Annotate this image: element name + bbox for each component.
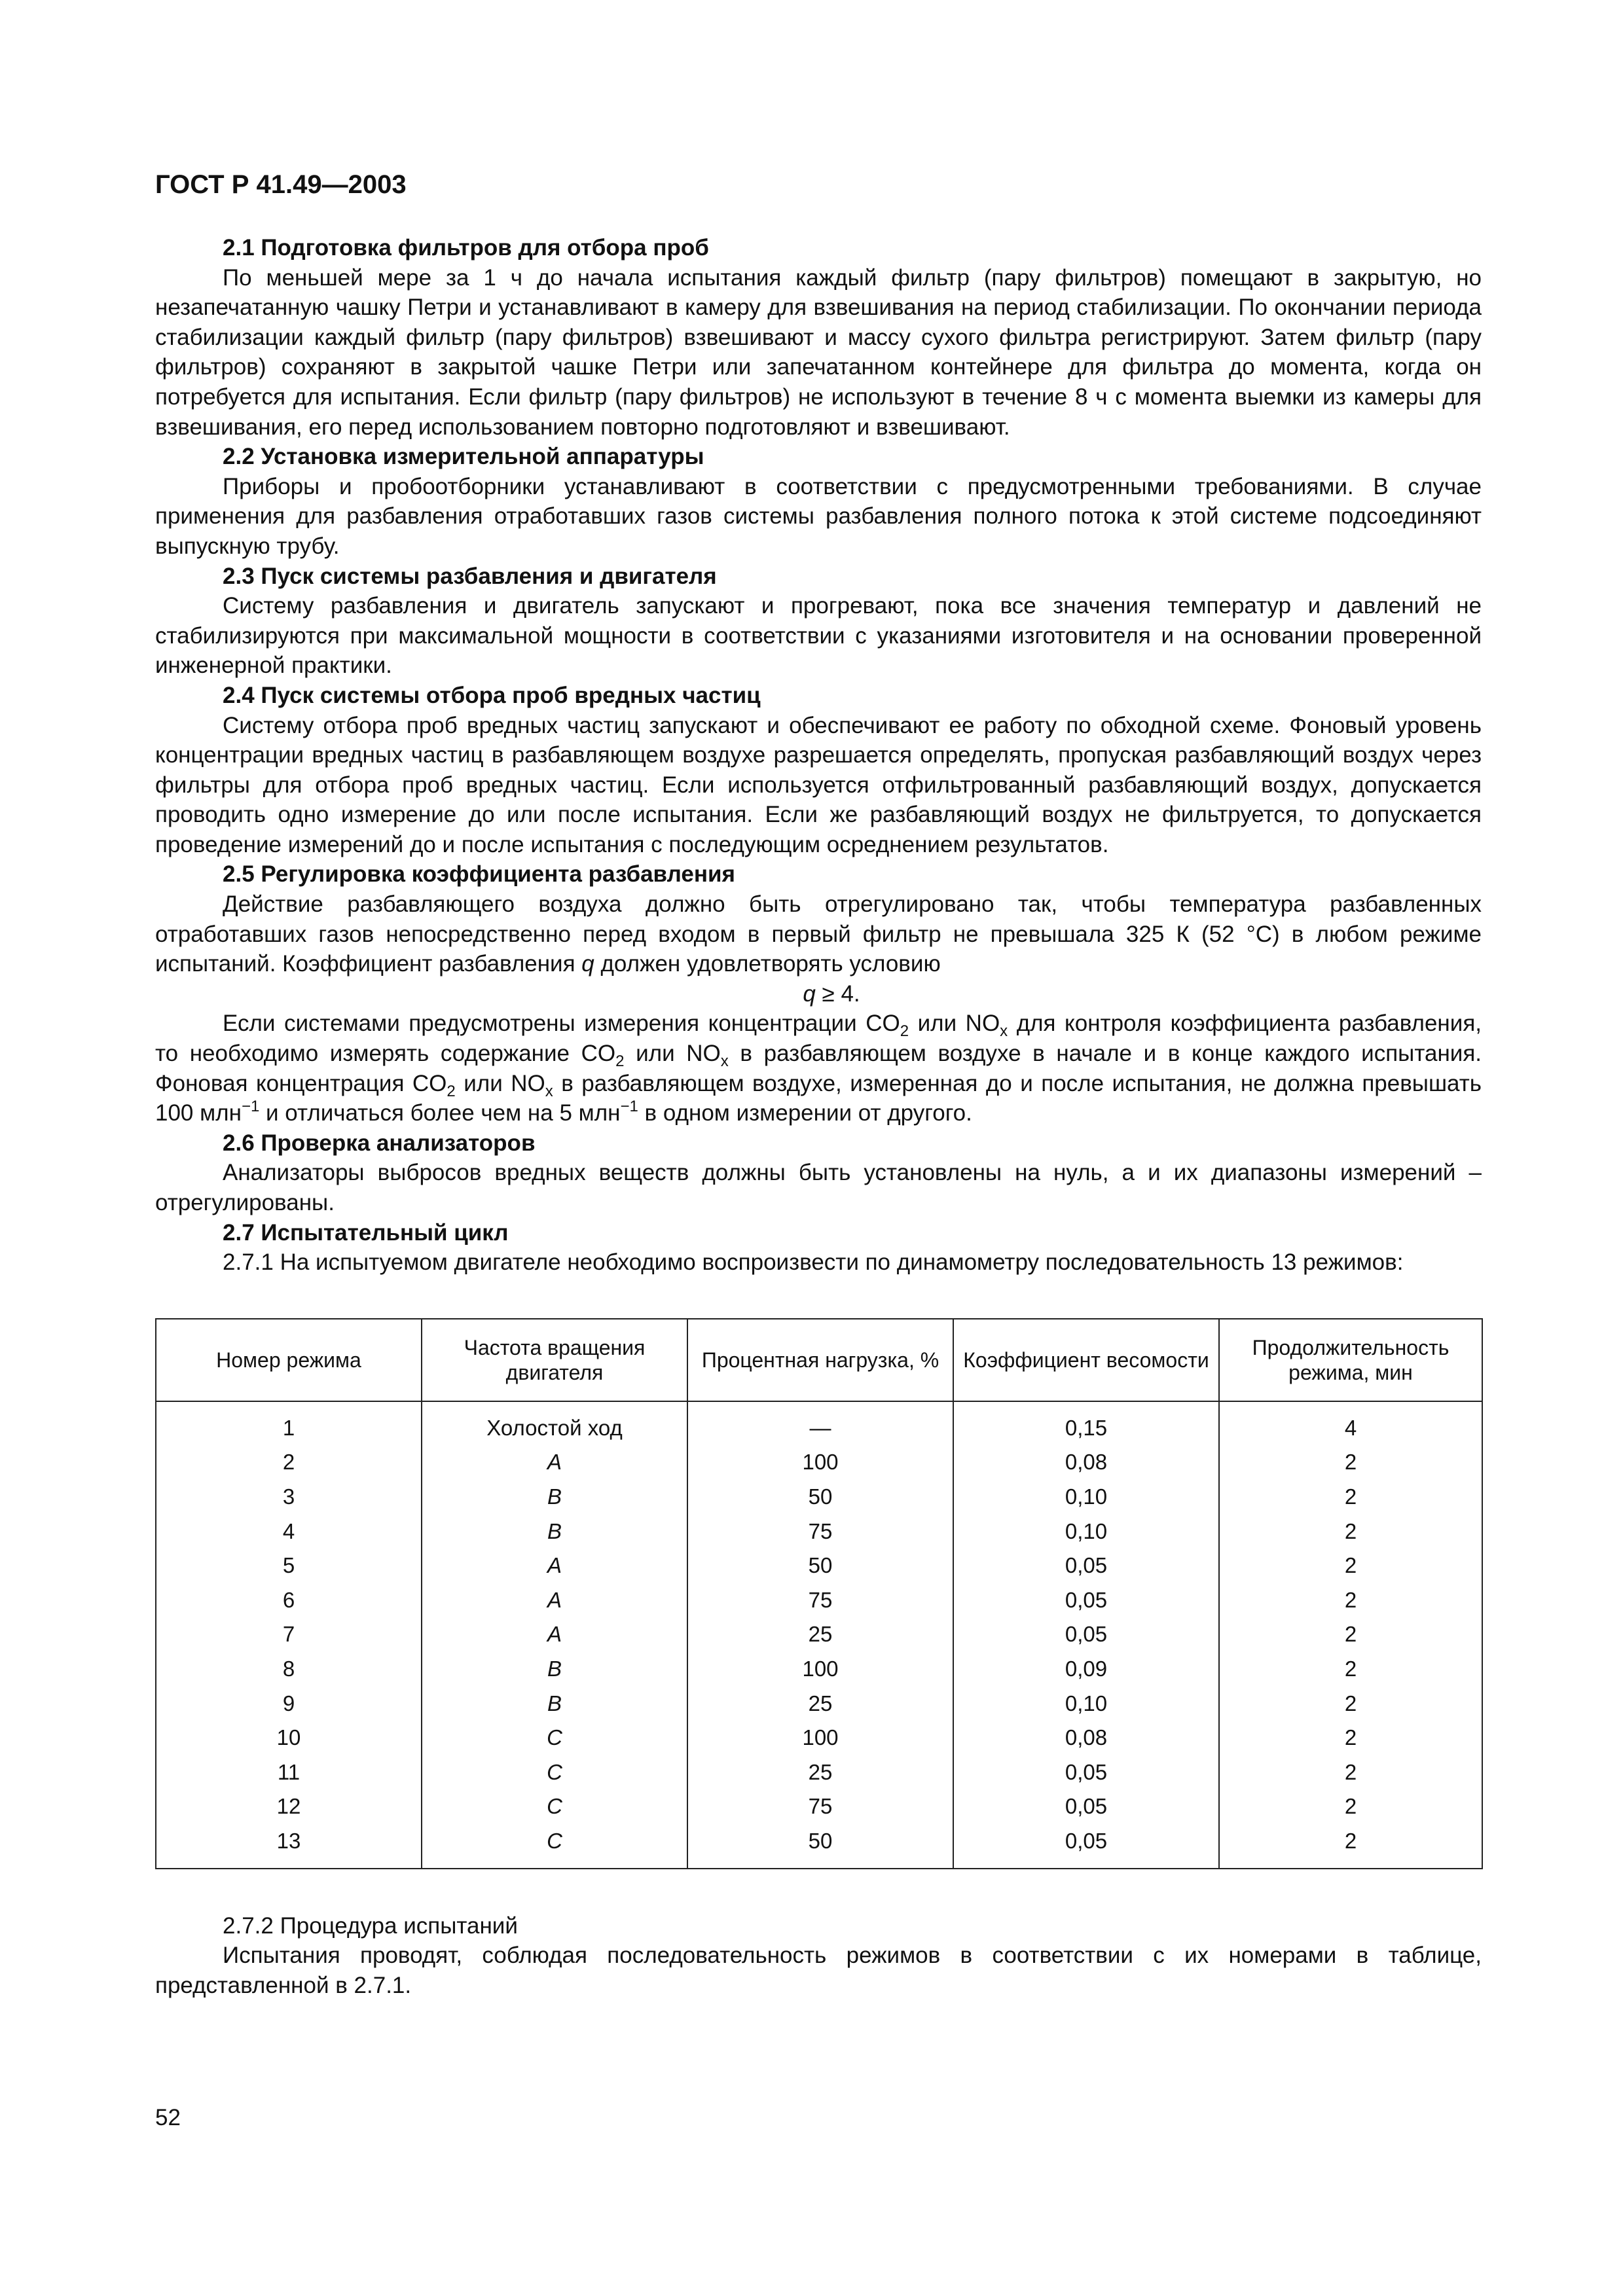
table-cell: 0,15 — [953, 1401, 1219, 1446]
table-cell: 0,05 — [953, 1755, 1219, 1790]
table-cell: 12 — [156, 1789, 422, 1824]
section-title: 2.7 Испытательный цикл — [223, 1219, 509, 1246]
table-cell: — — [687, 1401, 953, 1446]
table-cell: 75 — [687, 1515, 953, 1549]
text-part: должен удовлетворять условию — [600, 951, 941, 977]
table-cell: Холостой ход — [422, 1401, 687, 1446]
subscript: x — [1000, 1022, 1008, 1041]
table-row — [156, 1583, 1482, 1618]
table-cell: 2 — [1219, 1755, 1482, 1790]
table-cell: 2 — [156, 1445, 422, 1480]
section-text: По меньшей мере за 1 ч до начала испытания каждый фильтр (пару фильтров) помещают в закрытую, но незапечатанную чашку Петри и устанавливают в камеру для взвешивания на период стабилизации. По окончании периода стабилизации каждый фильтр (пару фильтров) взвешивают и массу сухого фильтра регистрируют. Затем фильтр (пару фильтров) сохраняют в закрытой чашке Петри или запечатанном контейнере для фильтра до момента, когда он потребуется для испытания. Если фильтр (пару фильтров) не используют в течение 8 ч с момента выемки из камеры для взвешивания, его перед использованием повторно подготовляют и взвешивают. — [155, 264, 1482, 440]
table-header-row — [156, 1319, 1482, 1401]
section-text: Систему отбора проб вредных частиц запускают и обеспечивают ее работу по обходной схеме. Фоновый уровень концентрации вредных частиц в разбавляющем воздухе разрешается определять, пропуская разбавляющий воздух через фильтры для отбора проб вредных частиц. Если используется отфильтрованный разбавляющий воздух, допускается проводить одно измерение до или после испытания. Если же разбавляющий воздух не фильтруется, то допускается проведение измерений до и после испытания с последующим осреднением результатов. — [155, 712, 1482, 857]
column-header-speed: Частота вращения двигателя — [422, 1319, 687, 1401]
subscript: 2 — [447, 1082, 456, 1100]
table-row — [156, 1515, 1482, 1549]
table-cell: 2 — [1219, 1824, 1482, 1869]
section-text: 2.7.2 Процедура испытаний — [223, 1912, 518, 1939]
table-cell: 0,08 — [953, 1721, 1219, 1755]
section-title: 2.1 Подготовка фильтров для отбора проб — [223, 235, 709, 260]
formula — [155, 979, 1482, 1009]
table-cell: 4 — [1219, 1401, 1482, 1446]
table-cell: 4 — [156, 1515, 422, 1549]
section-2-7 — [155, 1218, 1482, 1278]
text-part: или NO — [624, 1041, 721, 1067]
table-cell: A — [422, 1549, 687, 1583]
section-2-7-2 — [155, 1911, 1482, 2001]
table-cell: B — [422, 1515, 687, 1549]
section-text: Анализаторы выбросов вредных веществ должны быть установлены на нуль, а и их диапазоны измерений – отрегулированы. — [155, 1160, 1482, 1215]
column-header-duration: Продолжительность режима, мин — [1219, 1319, 1482, 1401]
table-cell: 0,08 — [953, 1445, 1219, 1480]
table-cell: 0,10 — [953, 1480, 1219, 1515]
table-cell: 2 — [1219, 1652, 1482, 1687]
section-title: 2.2 Установка измерительной аппаратуры — [223, 444, 704, 470]
section-text — [155, 889, 1482, 979]
table-cell: 0,05 — [953, 1824, 1219, 1869]
table-row — [156, 1721, 1482, 1755]
page-number: 52 — [155, 2105, 181, 2130]
table-cell: 8 — [156, 1652, 422, 1687]
table-cell: 75 — [687, 1583, 953, 1618]
table-cell: B — [422, 1652, 687, 1687]
table-cell: 5 — [156, 1549, 422, 1583]
table-cell: C — [422, 1789, 687, 1824]
table-cell: 0,05 — [953, 1583, 1219, 1618]
section-title: 2.3 Пуск системы разбавления и двигателя — [223, 563, 717, 589]
column-header-weight: Коэффициент весомости — [953, 1319, 1219, 1401]
table-cell: 50 — [687, 1549, 953, 1583]
table-cell: 11 — [156, 1755, 422, 1790]
table-row — [156, 1824, 1482, 1869]
table-row — [156, 1789, 1482, 1824]
table-cell: 0,05 — [953, 1617, 1219, 1652]
text-part: в разбавляющем воздухе, измеренная до и после испытания, не должна превышать 100 млн — [155, 1070, 1482, 1126]
column-header-mode: Номер режима — [156, 1319, 422, 1401]
variable-q: q — [581, 951, 594, 977]
modes-table-wrapper — [155, 1318, 1482, 1869]
table-cell: 9 — [156, 1687, 422, 1721]
table-row — [156, 1480, 1482, 1515]
text-part: или NO — [455, 1070, 545, 1096]
table-cell: 75 — [687, 1789, 953, 1824]
table-cell: C — [422, 1824, 687, 1869]
section-text: Систему разбавления и двигатель запускают и прогревают, пока все значения температур и давлений не стабилизируются при максимальной мощности в соответствии с указаниями изготовителя и на основании проверенной инженерной практики. — [155, 593, 1482, 679]
section-title: 2.5 Регулировка коэффициента разбавления — [223, 861, 735, 888]
table-cell: 2 — [1219, 1480, 1482, 1515]
section-text: 2.7.1 На испытуемом двигателе необходимо воспроизвести по динамометру последовательность 13 режимов: — [223, 1249, 1404, 1276]
table-cell: 2 — [1219, 1515, 1482, 1549]
table-row — [156, 1445, 1482, 1480]
table-cell: 50 — [687, 1480, 953, 1515]
modes-table — [155, 1318, 1483, 1869]
document-header: ГОСТ Р 41.49—2003 — [155, 170, 407, 199]
table-cell: 50 — [687, 1824, 953, 1869]
table-cell: 1 — [156, 1401, 422, 1446]
table-cell: 0,09 — [953, 1652, 1219, 1687]
section-title: 2.4 Пуск системы отбора проб вредных частиц — [223, 682, 761, 708]
table-cell: A — [422, 1445, 687, 1480]
table-cell: 2 — [1219, 1583, 1482, 1618]
table-cell: 25 — [687, 1755, 953, 1790]
subscript: 2 — [900, 1022, 909, 1041]
subscript: 2 — [615, 1052, 625, 1071]
table-cell: 0,10 — [953, 1515, 1219, 1549]
table-cell: 2 — [1219, 1617, 1482, 1652]
text-part: или NO — [909, 1011, 1000, 1037]
table-row — [156, 1687, 1482, 1721]
subscript: x — [720, 1052, 729, 1071]
section-2-2 — [155, 442, 1482, 561]
table-cell: 3 — [156, 1480, 422, 1515]
table-cell: 2 — [1219, 1445, 1482, 1480]
table-row — [156, 1617, 1482, 1652]
section-text: Испытания проводят, соблюдая последовательность режимов в соответствии с их номерами в таблице, представленной в 2.7.1. — [155, 1943, 1482, 1998]
table-body — [156, 1401, 1482, 1869]
table-cell: 2 — [1219, 1721, 1482, 1755]
table-cell: B — [422, 1687, 687, 1721]
column-header-load: Процентная нагрузка, % — [687, 1319, 953, 1401]
table-row — [156, 1401, 1482, 1446]
subscript: x — [545, 1082, 553, 1100]
section-title: 2.6 Проверка анализаторов — [223, 1130, 536, 1156]
table-cell: A — [422, 1617, 687, 1652]
superscript: −1 — [241, 1098, 260, 1116]
table-cell: 0,05 — [953, 1549, 1219, 1583]
section-2-1 — [155, 233, 1482, 442]
table-row — [156, 1755, 1482, 1790]
table-cell: A — [422, 1583, 687, 1618]
table-cell: 0,10 — [953, 1687, 1219, 1721]
section-text: Приборы и пробоотборники устанавливают в соответствии с предусмотренными требованиями. В случае применения для разбавления отработавших газов системы разбавления полного потока к этой системе подсоединяют выпускную трубу. — [155, 473, 1482, 559]
table-row — [156, 1652, 1482, 1687]
table-cell: 2 — [1219, 1549, 1482, 1583]
text-part: в одном измерении от другого. — [638, 1100, 972, 1126]
text-part: Если системами предусмотрены измерения концентрации CO — [223, 1011, 900, 1037]
table-cell: C — [422, 1721, 687, 1755]
table-cell: 7 — [156, 1617, 422, 1652]
table-cell: 25 — [687, 1687, 953, 1721]
table-cell: 100 — [687, 1721, 953, 1755]
section-2-3 — [155, 562, 1482, 681]
table-cell: 13 — [156, 1824, 422, 1869]
superscript: −1 — [620, 1098, 638, 1116]
table-cell: 100 — [687, 1445, 953, 1480]
table-cell: 25 — [687, 1617, 953, 1652]
table-cell: 6 — [156, 1583, 422, 1618]
table-cell: 2 — [1219, 1789, 1482, 1824]
table-cell: 0,05 — [953, 1789, 1219, 1824]
section-2-5 — [155, 859, 1482, 1128]
table-cell: 2 — [1219, 1687, 1482, 1721]
table-cell: C — [422, 1755, 687, 1790]
text-part: Действие разбавляющего воздуха должно быть отрегулировано так, чтобы температура разбавленных отработавших газов непосредственно перед входом в первый фильтр не превышала 325 К (52 °С) в любом режиме испытаний. Коэффициент разбавления — [155, 891, 1482, 977]
section-text-concentration — [155, 1009, 1482, 1128]
section-2-4 — [155, 681, 1482, 860]
formula-condition: ≥ 4. — [815, 980, 860, 1007]
table-cell: 10 — [156, 1721, 422, 1755]
table-cell: B — [422, 1480, 687, 1515]
table-cell: 100 — [687, 1652, 953, 1687]
text-part: для контроля коэффициента разбавления, то необходимо измерять содержание CO — [155, 1011, 1482, 1067]
text-part: и отличаться более чем на 5 млн — [259, 1100, 621, 1126]
section-2-6 — [155, 1128, 1482, 1218]
text-part: в разбавляющем воздухе в начале и в конце каждого испытания. Фоновая концентрация CO — [155, 1041, 1482, 1096]
table-row — [156, 1549, 1482, 1583]
formula-variable: q — [803, 980, 816, 1007]
